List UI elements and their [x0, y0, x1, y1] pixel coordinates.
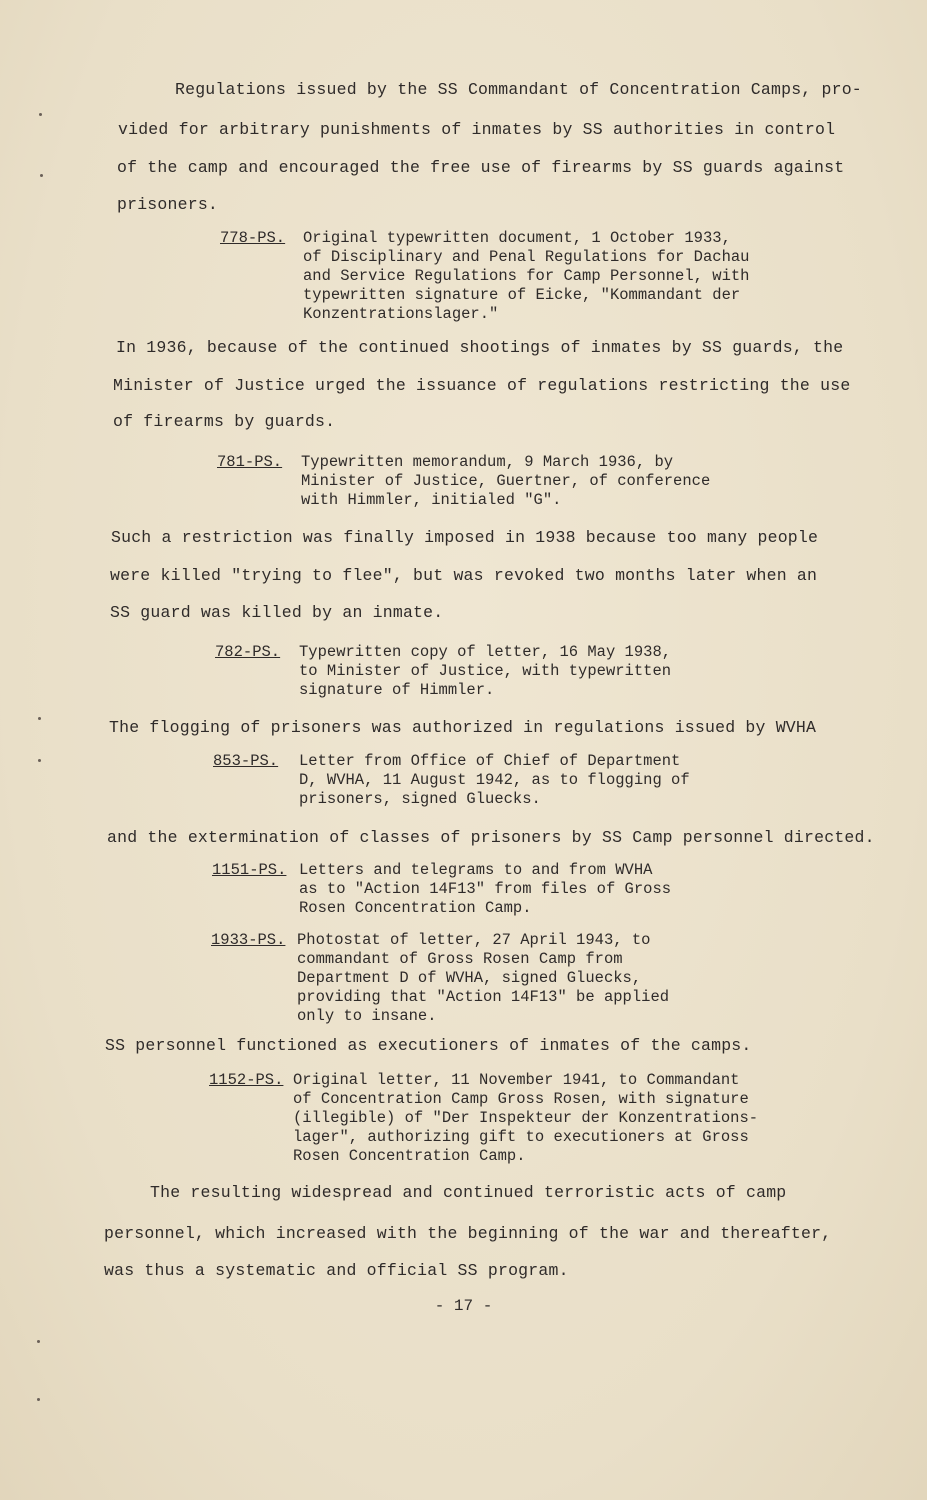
text-line: The flogging of prisoners was authorized in regulations issued by WVHA	[109, 718, 817, 737]
citation-line: and Service Regulations for Camp Personnel, with	[303, 267, 750, 285]
text-line: prisoners.	[117, 195, 219, 214]
citation-line: lager", authorizing gift to executioners at Gross	[293, 1128, 749, 1146]
text-line: personnel, which increased with the beginning of the war and thereafter,	[104, 1224, 832, 1243]
citation-reference: 853-PS.	[213, 752, 279, 770]
citation-line: as to "Action 14F13" from files of Gross	[299, 880, 672, 898]
citation-line: Rosen Concentration Camp.	[299, 899, 532, 917]
scan-speck	[40, 174, 43, 177]
scan-speck	[39, 113, 42, 116]
citation-line: Minister of Justice, Guertner, of conference	[301, 472, 711, 490]
citation-line: Typewritten memorandum, 9 March 1936, by	[301, 453, 674, 471]
citation-line: commandant of Gross Rosen Camp from	[297, 950, 623, 968]
scan-speck	[37, 1398, 40, 1401]
citation-line: (illegible) of "Der Inspekteur der Konzentrations-	[293, 1109, 759, 1127]
text-line: were killed "trying to flee", but was revoked two months later when an	[110, 566, 818, 585]
citation-reference: 781-PS.	[217, 453, 283, 471]
citation-line: D, WVHA, 11 August 1942, as to flogging of	[299, 771, 690, 789]
text-line: Regulations issued by the SS Commandant of Concentration Camps, pro-	[175, 80, 862, 99]
scan-speck	[37, 1340, 40, 1343]
citation-line: Typewritten copy of letter, 16 May 1938,	[299, 643, 672, 661]
text-line: of the camp and encouraged the free use of firearms by SS guards against	[117, 158, 845, 177]
citation-line: prisoners, signed Gluecks.	[299, 790, 541, 808]
text-line: Such a restriction was finally imposed in 1938 because too many people	[111, 528, 819, 547]
text-line: was thus a systematic and official SS program.	[104, 1261, 569, 1280]
citation-line: Department D of WVHA, signed Gluecks,	[297, 969, 642, 987]
citation-reference: 1152-PS.	[209, 1071, 284, 1089]
scan-speck	[38, 717, 41, 720]
text-line: SS guard was killed by an inmate.	[110, 603, 444, 622]
citation-reference: 782-PS.	[215, 643, 281, 661]
citation-line: of Disciplinary and Penal Regulations for Dachau	[303, 248, 750, 266]
citation-reference: 778-PS.	[220, 229, 286, 247]
text-line: of firearms by guards.	[113, 412, 336, 431]
text-line: vided for arbitrary punishments of inmates by SS authorities in control	[118, 120, 836, 139]
citation-line: Letters and telegrams to and from WVHA	[299, 861, 653, 879]
citation-line: Letter from Office of Chief of Department	[299, 752, 681, 770]
citation-line: providing that "Action 14F13" be applied	[297, 988, 670, 1006]
text-line: SS personnel functioned as executioners of inmates of the camps.	[105, 1036, 752, 1055]
citation-line: typewritten signature of Eicke, "Kommandant der	[303, 286, 741, 304]
text-line: In 1936, because of the continued shootings of inmates by SS guards, the	[116, 338, 844, 357]
citation-line: Original typewritten document, 1 October 1933,	[303, 229, 731, 247]
citation-line: Konzentrationslager."	[303, 305, 499, 323]
citation-line: Original letter, 11 November 1941, to Commandant	[293, 1071, 740, 1089]
text-line: The resulting widespread and continued terroristic acts of camp	[150, 1183, 787, 1202]
citation-reference: 1933-PS.	[211, 931, 286, 949]
text-line: and the extermination of classes of prisoners by SS Camp personnel directed.	[107, 828, 875, 847]
text-line: Minister of Justice urged the issuance of regulations restricting the use	[113, 376, 851, 395]
citation-line: Photostat of letter, 27 April 1943, to	[297, 931, 651, 949]
citation-line: to Minister of Justice, with typewritten	[299, 662, 672, 680]
citation-line: signature of Himmler.	[299, 681, 495, 699]
citation-line: only to insane.	[297, 1007, 437, 1025]
citation-reference: 1151-PS.	[212, 861, 287, 879]
scan-speck	[38, 759, 41, 762]
citation-line: with Himmler, initialed "G".	[301, 491, 562, 509]
citation-line: Rosen Concentration Camp.	[293, 1147, 526, 1165]
citation-line: of Concentration Camp Gross Rosen, with signature	[293, 1090, 749, 1108]
page-number: - 17 -	[434, 1297, 493, 1315]
